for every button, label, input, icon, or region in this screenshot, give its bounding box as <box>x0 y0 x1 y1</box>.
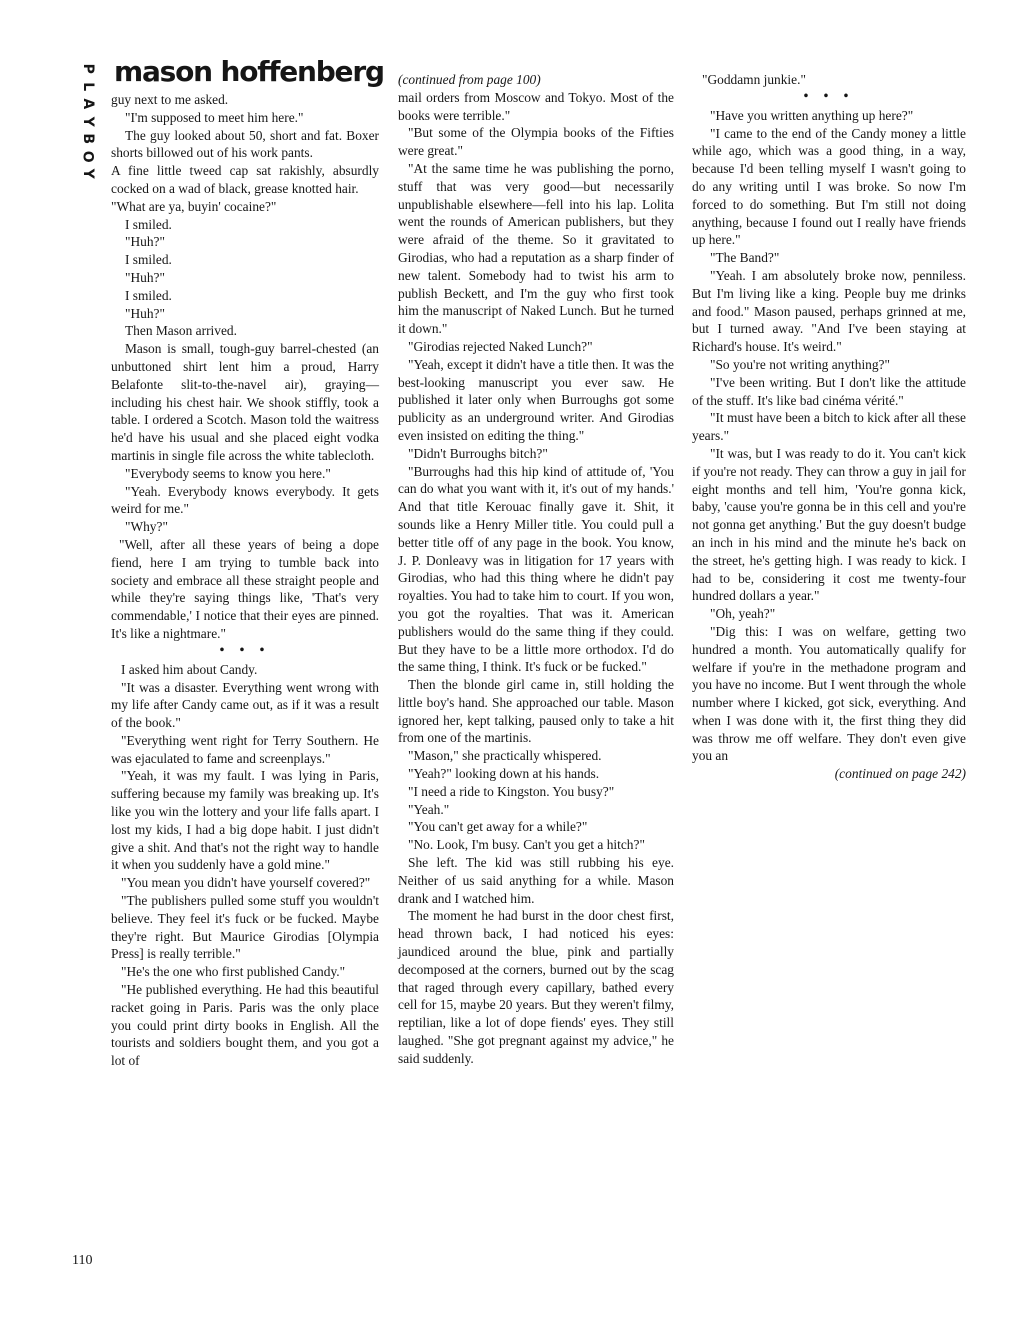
paragraph: "Yeah. Everybody knows everybody. It gets weird for me." <box>111 483 379 517</box>
paragraph: "Huh?" <box>125 305 165 321</box>
paragraph: "You mean you didn't have yourself covered?" <box>121 875 371 891</box>
paragraph: She left. The kid was still rubbing his eye. Neither of us said anything for a while. Mason drank and I watched him. <box>398 855 674 906</box>
paragraph: Mason is small, tough-guy barrel-chested (an unbuttoned shirt lent him a proud, Harry Belafonte slit-to-the-navel air), graying—including his chest hair. We shook stiffly, took a table. I ordered a Scotch. Mason told the waitress he'd have his usual and she placed eight vodka martinis in single file across the white tablecloth. <box>111 341 379 463</box>
paragraph: "Didn't Burroughs bitch?" <box>408 445 548 461</box>
paragraph: "I came to the end of the Candy money a little while ago, which was a good thing, in a way, because I'd been telling myself I wasn't going to do any writing until I was broke. So now I'm forced to do something. But I'm still not doing anything, because I found out I really have friends up here." <box>692 125 966 248</box>
paragraph: "Huh?" <box>125 269 165 285</box>
paragraph: "At the same time he was publishing the porno, stuff that was very good—but necessarily unpublishable elsewhere—fell into his lap. Lolita went the rounds of American publishers, but they were afraid of the theme. So it gravitated to Girodias, who had a reputation as a sharp finder of new talent. Somebody had to twist his arm to publish Beckett, and I'm the guy who first took him the manuscript of Naked Lunch. But he turned it down." <box>398 160 674 337</box>
paragraph: "Dig this: I was on welfare, getting two hundred a month. You automatically qualify for welfare if you're in the methadone program and you have no income. But I went through the whole number where I kicked, got sick, everything. And when I was done with it, the first thing they did was throw me off welfare. They don't even give you an <box>692 623 966 764</box>
logo-letter: P <box>79 63 96 74</box>
section-break: • • • <box>803 87 855 103</box>
paragraph: "Everybody seems to know you here." <box>125 465 331 481</box>
article-header-title: mason hoffenberg <box>114 55 384 88</box>
paragraph: "What are ya, buyin' cocaine?" <box>111 198 277 214</box>
paragraph: guy next to me asked. <box>111 92 229 107</box>
paragraph: "No. Look, I'm busy. Can't you get a hitch?" <box>408 837 645 853</box>
paragraph: "Yeah." <box>408 801 450 817</box>
paragraph: "Burroughs had this hip kind of attitude of, 'You can do what you want with it, it's out of my hands.' And that title Kerouac finally gave it. Shit, it sounds like a Henry Miller title. You could pull a better title off of any page in the book. You know, J. P. Donleavy was in litigation for 17 years with Girodias, who had this thing where he didn't pay royalties. You had to take him to court. If you won, you got the royalties. That was it. American publishers would do the same thing if they could. But they have to be a little more orthodox. I'd do the same thing, I think. It's fuck or be fucked." <box>398 463 674 675</box>
logo-letter: A <box>79 98 96 110</box>
continued-from-note: (continued from page 100) <box>398 72 541 87</box>
paragraph: "Everything went right for Terry Southern. He was ejaculated to fame and screenplays." <box>111 732 379 766</box>
paragraph: Then the blonde girl came in, still holding the little boy's hand. She approached our table. Mason ignored her, kept talking, paused only to take a hit from one of the martinis. <box>398 677 674 746</box>
paragraph: "The Band?" <box>710 250 780 266</box>
magazine-vertical-logo <box>79 60 95 183</box>
logo-letter: Y <box>79 168 96 179</box>
paragraph: "Yeah?" looking down at his hands. <box>408 766 600 782</box>
page-number: 110 <box>72 1253 93 1268</box>
logo-letter: Y <box>79 116 96 127</box>
paragraph: The moment he had burst in the door chest first, head thrown back, I had noticed his eyes: jaundiced around the blue, pink and partially decomposed at the corners, burned out by the scag that raged through every capillary, bathed every cell for 15, maybe 20 years. But they weren't filmy, reptilian, like a lot of dope fiends' eyes. They still laughed. "She got pregnant against my advice," he said suddenly. <box>398 908 674 1066</box>
paragraph: "It was a disaster. Everything went wrong with my life after Candy came out, as if it was a result of the book." <box>111 679 379 731</box>
paragraph: "It was, but I was ready to do it. You can't kick if you're not ready. They can throw a guy in jail for eight months and tell him, 'You're gonna kick, baby, 'cause you're gonna be in this cell and you're not gonna get anything.' But the guy doesn't budge an inch in his mind and the minute he's back on the street, he's getting high. I was ready to kick. I had to be, considering it cost me twenty-four hundred dollars a year." <box>692 445 966 604</box>
paragraph: "Huh?" <box>125 234 165 250</box>
paragraph: "Oh, yeah?" <box>710 606 776 622</box>
logo-letter: L <box>79 81 96 91</box>
paragraph: I smiled. <box>125 252 172 268</box>
paragraph: "Goddamn junkie." <box>702 72 806 87</box>
paragraph: "Yeah. I am absolutely broke now, penniless. But I'm living like a king. People buy me drinks and food." Mason paused, perhaps grinned at me, but I turned away. "And I've been staying at Richard's house. It's weird." <box>692 267 966 355</box>
paragraph: "You can't get away for a while?" <box>408 819 588 835</box>
logo-letter: B <box>79 133 96 145</box>
paragraph: I asked him about Candy. <box>121 661 258 677</box>
paragraph: "Yeah, except it didn't have a title then. It was the best-looking manuscript you ever saw. He published it later only when Burroughs got some publicity as an underground writer. And Girodias even insisted on editing the thing." <box>398 356 674 443</box>
paragraph: "I've been writing. But I don't like the attitude of the stuff. It's like bad cinéma vérité." <box>692 374 966 408</box>
paragraph: "He's the one who first published Candy." <box>121 964 346 980</box>
paragraph: "Girodias rejected Naked Lunch?" <box>408 338 593 354</box>
paragraph: A fine little tweed cap sat rakishly, absurdly cocked on a wad of black, grease knotted hair. <box>111 163 379 196</box>
paragraph: "Have you written anything up here?" <box>710 107 914 123</box>
paragraph: I smiled. <box>125 287 172 303</box>
paragraph: "I'm supposed to meet him here." <box>125 109 304 125</box>
paragraph: I smiled. <box>125 216 172 232</box>
paragraph: "Mason," she practically whispered. <box>408 748 602 764</box>
paragraph: Then Mason arrived. <box>125 323 237 339</box>
section-break: • • • <box>219 641 271 657</box>
paragraph: mail orders from Moscow and Tokyo. Most of the books were terrible." <box>398 89 674 123</box>
paragraph: "I need a ride to Kingston. You busy?" <box>408 783 615 799</box>
paragraph: "Well, after all these years of being a dope fiend, here I am trying to tumble back into society and embrace all these straight people and while they're saying things like, 'That's very commendable,' I notice that their eyes are pinned. It's like a nightmare." <box>111 536 379 641</box>
paragraph: "Why?" <box>125 519 168 535</box>
paragraph: "He published everything. He had this beautiful racket going in Paris. Paris was the only place you could print dirty books in English. All the tourists and soldiers bought them, and you got a lot of <box>111 982 379 1069</box>
paragraph: "It must have been a bitch to kick after all these years." <box>692 410 966 444</box>
logo-letter: O <box>79 150 96 163</box>
paragraph: "The publishers pulled some stuff you wouldn't believe. They feel it's fuck or be fucked. Maybe they're right. But Maurice Girodias [Olympia Press] is really terrible." <box>111 893 379 962</box>
paragraph: "But some of the Olympia books of the Fifties were great." <box>398 125 674 159</box>
paragraph: "Yeah, it was my fault. I was lying in Paris, suffering because my family was breaking up. It's like you win the lottery and your life falls apart. I lost my kids, I had a big dope habit. I just didn't give a shit. And that's not the right way to handle it when you suddenly have a gold mine." <box>111 768 379 873</box>
text-column-1 <box>111 91 379 1070</box>
text-column-2 <box>398 71 674 1068</box>
paragraph: The guy looked about 50, short and fat. Boxer shorts billowed out of his work pants. <box>111 127 379 161</box>
continued-on-note: (continued on page 242) <box>834 766 966 782</box>
text-column-3 <box>692 71 966 783</box>
paragraph: "So you're not writing anything?" <box>710 356 890 372</box>
